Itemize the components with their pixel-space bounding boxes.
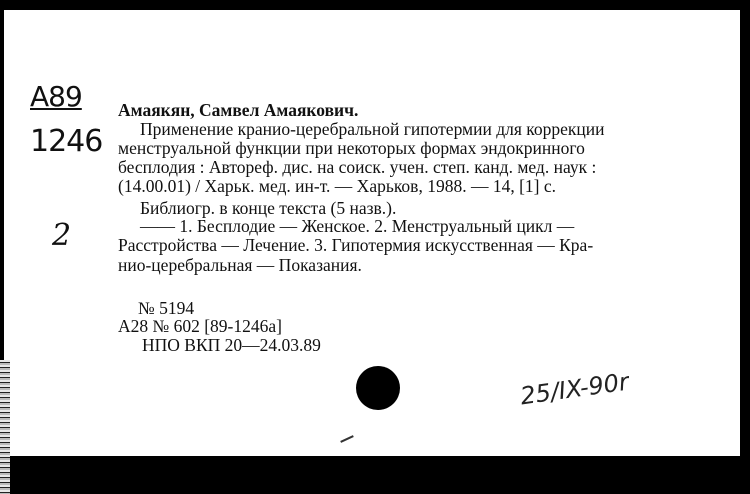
entry-line-5: Библиогр. в конце текста (5 назв.). xyxy=(140,198,397,218)
handwritten-call-number-bottom: 1246 xyxy=(30,124,103,159)
accession-number: № 5194 xyxy=(138,298,195,318)
entry-line-8: нио-церебральная — Показания. xyxy=(118,255,362,275)
author-heading: Амаякян, Самвел Амаякович. xyxy=(118,100,359,120)
entry-line-1: Применение кранио-церебральной гипотермии для коррекции xyxy=(140,119,605,139)
entry-line-3: бесплодия : Автореф. дис. на соиск. учен. степ. канд. мед. наук : xyxy=(118,157,597,177)
handwritten-signature: 25/IX-90r xyxy=(518,367,631,411)
entry-line-4: (14.00.01) / Харьк. мед. ин-т. — Харьков, 1988. — 14, [1] с. xyxy=(118,176,556,196)
punch-hole xyxy=(356,366,400,410)
entry-line-2: менструальной функции при некоторых формах эндокринного xyxy=(118,138,585,158)
handwritten-call-number-top: A89 xyxy=(30,80,82,113)
handwritten-margin-mark: 2 xyxy=(52,218,72,253)
shelf-mark: А28 № 602 [89-1246а] xyxy=(118,316,282,336)
entry-line-6: —— 1. Бесплодие — Женское. 2. Менструальный цикл — xyxy=(140,216,575,236)
scan-edge-strip xyxy=(0,360,10,494)
entry-line-7: Расстройства — Лечение. 3. Гипотермия искусственная — Кра- xyxy=(118,235,594,255)
org-stamp-line: НПО ВКП 20—24.03.89 xyxy=(142,335,321,355)
